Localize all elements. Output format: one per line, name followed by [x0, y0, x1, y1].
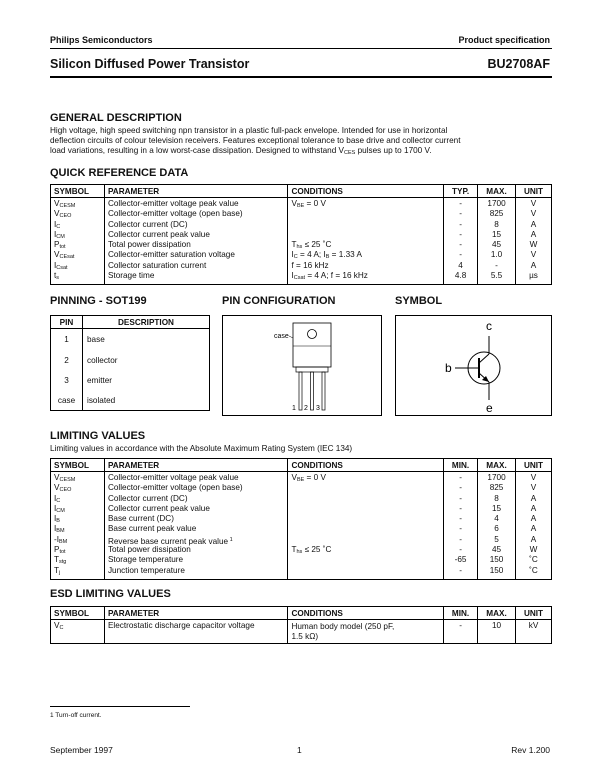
parameter-cell: Electrostatic discharge capacitor voltage — [104, 620, 288, 644]
typ-cell: 4 — [444, 262, 478, 272]
unit-cell: V — [516, 210, 552, 220]
limiting-values-intro: Limiting values in accordance with the Absolute Maximum Rating System (IEC 134) — [50, 444, 353, 453]
column-header: CONDITIONS — [288, 607, 444, 620]
product-title: Silicon Diffused Power Transistor — [50, 57, 250, 71]
conditions-cell — [288, 567, 444, 580]
quick-reference-table — [50, 184, 552, 285]
symbol-cell: Tj — [51, 567, 105, 580]
max-cell: 8 — [478, 221, 516, 231]
column-header: MAX. — [478, 607, 516, 620]
max-cell: 825 — [478, 210, 516, 220]
symbol-cell: ICsat — [51, 262, 105, 272]
transistor-symbol-box — [395, 315, 552, 416]
pin-row — [51, 371, 210, 391]
symbol-cell: VCEO — [51, 484, 105, 494]
pin-label-2: 2 — [304, 405, 308, 412]
pin-row — [51, 351, 210, 371]
conditions-cell — [288, 221, 444, 231]
pin-configuration-diagram — [222, 315, 382, 416]
symbol-cell: IBM — [51, 525, 105, 535]
symbol-cell: IC — [51, 495, 105, 505]
part-number: BU2708AF — [487, 57, 550, 71]
max-cell: 8 — [478, 495, 516, 505]
min-cell: - — [444, 525, 478, 535]
table-row — [51, 567, 552, 580]
title-rule — [50, 76, 552, 78]
column-header: CONDITIONS — [288, 459, 444, 472]
parameter-cell: Storage time — [104, 272, 288, 285]
table-row — [51, 272, 552, 285]
parameter-cell: Base current peak value — [104, 525, 288, 535]
pin-number: 3 — [51, 371, 83, 391]
conditions-cell: f = 16 kHz — [288, 262, 444, 272]
unit-cell: A — [516, 495, 552, 505]
unit-cell: ˚C — [516, 556, 552, 566]
package-base — [296, 367, 328, 372]
column-header: MIN. — [444, 607, 478, 620]
quick-reference-heading: QUICK REFERENCE DATA — [50, 167, 189, 179]
column-header: UNIT — [516, 459, 552, 472]
max-cell: 15 — [478, 505, 516, 515]
header-rule — [50, 48, 552, 49]
min-cell: - — [444, 536, 478, 546]
conditions-cell — [288, 556, 444, 566]
symbol-cell: VCESM — [51, 472, 105, 485]
pin-number: 2 — [51, 351, 83, 371]
table-row — [51, 620, 552, 644]
min-cell: - — [444, 620, 478, 644]
unit-cell: W — [516, 546, 552, 556]
parameter-cell: Collector-emitter voltage peak value — [104, 198, 288, 211]
symbol-cell: VCEsat — [51, 251, 105, 261]
column-header: TYP. — [444, 185, 478, 198]
unit-cell: V — [516, 484, 552, 494]
column-header: MIN. — [444, 459, 478, 472]
collector-arm — [479, 354, 489, 363]
conditions-cell: ICsat = 4 A; f = 16 kHz — [288, 272, 444, 285]
footnote-rule — [50, 706, 190, 707]
column-header: PARAMETER — [104, 185, 288, 198]
min-cell: - — [444, 495, 478, 505]
min-cell: - — [444, 484, 478, 494]
parameter-cell: Total power dissipation — [104, 546, 288, 556]
symbol-cell: -IBM — [51, 536, 105, 546]
max-cell: 5.5 — [478, 272, 516, 285]
min-cell: - — [444, 546, 478, 556]
lead-2 — [311, 372, 314, 410]
pin-description: emitter — [83, 371, 210, 391]
typ-cell: - — [444, 251, 478, 261]
unit-cell: A — [516, 525, 552, 535]
unit-cell: A — [516, 515, 552, 525]
pinning-table — [50, 315, 210, 411]
symbol-cell: VC — [51, 620, 105, 644]
unit-cell: A — [516, 231, 552, 241]
column-header: PARAMETER — [104, 459, 288, 472]
conditions-cell: Ths ≤ 25 ˚C — [288, 241, 444, 251]
conditions-cell: IC = 4 A; IB = 1.33 A — [288, 251, 444, 261]
footer-revision: Rev 1.200 — [511, 745, 550, 755]
conditions-cell — [288, 515, 444, 525]
emitter-label: e — [486, 401, 493, 415]
parameter-cell: Collector-emitter saturation voltage — [104, 251, 288, 261]
typ-cell: 4.8 — [444, 272, 478, 285]
parameter-cell: Total power dissipation — [104, 241, 288, 251]
collector-label: c — [486, 319, 492, 333]
min-cell: -65 — [444, 556, 478, 566]
unit-cell: A — [516, 505, 552, 515]
pin-description: isolated — [83, 391, 210, 411]
conditions-cell: VBE = 0 V — [288, 472, 444, 485]
unit-cell: A — [516, 536, 552, 546]
company-name: Philips Semiconductors — [50, 35, 153, 45]
lead-1 — [299, 372, 302, 410]
footnote: 1 Turn-off current. — [50, 712, 102, 719]
pin-row — [51, 329, 210, 351]
conditions-cell — [288, 525, 444, 535]
typ-cell: - — [444, 198, 478, 211]
pin-header: PIN — [51, 316, 83, 329]
parameter-cell: Collector-emitter voltage (open base) — [104, 484, 288, 494]
symbol-heading: SYMBOL — [395, 295, 443, 307]
unit-cell: V — [516, 251, 552, 261]
mounting-hole — [308, 330, 317, 339]
parameter-cell: Collector saturation current — [104, 262, 288, 272]
conditions-cell: Human body model (250 pF, 1.5 kΩ) — [288, 620, 444, 644]
parameter-cell: Collector current (DC) — [104, 221, 288, 231]
symbol-cell: IC — [51, 221, 105, 231]
esd-heading: ESD LIMITING VALUES — [50, 588, 171, 600]
max-cell: 5 — [478, 536, 516, 546]
conditions-cell — [288, 210, 444, 220]
parameter-cell: Junction temperature — [104, 567, 288, 580]
general-description-heading: GENERAL DESCRIPTION — [50, 112, 182, 124]
conditions-cell — [288, 505, 444, 515]
symbol-cell: ts — [51, 272, 105, 285]
lead-3 — [322, 372, 325, 410]
symbol-cell: ICM — [51, 505, 105, 515]
min-cell: - — [444, 472, 478, 485]
conditions-cell — [288, 484, 444, 494]
unit-cell: V — [516, 472, 552, 485]
column-header: MAX. — [478, 459, 516, 472]
max-cell: 6 — [478, 525, 516, 535]
typ-cell: - — [444, 231, 478, 241]
symbol-cell: Ptot — [51, 241, 105, 251]
conditions-cell: Ths ≤ 25 ˚C — [288, 546, 444, 556]
typ-cell: - — [444, 241, 478, 251]
parameter-cell: Collector current peak value — [104, 505, 288, 515]
parameter-cell: Base current (DC) — [104, 515, 288, 525]
footer-date: September 1997 — [50, 745, 113, 755]
column-header: SYMBOL — [51, 459, 105, 472]
column-header: SYMBOL — [51, 185, 105, 198]
column-header: SYMBOL — [51, 607, 105, 620]
max-cell: 1.0 — [478, 251, 516, 261]
unit-cell: W — [516, 241, 552, 251]
parameter-cell: Storage temperature — [104, 556, 288, 566]
footer-page-number: 1 — [297, 745, 302, 755]
table-row — [51, 525, 552, 535]
max-cell: 150 — [478, 567, 516, 580]
parameter-cell: Reverse base current peak value $^1$ — [104, 536, 288, 546]
pin-description: base — [83, 329, 210, 351]
min-cell: - — [444, 515, 478, 525]
pin-label-3: 3 — [316, 405, 320, 412]
column-header: UNIT — [516, 185, 552, 198]
typ-cell: - — [444, 221, 478, 231]
column-header: MAX. — [478, 185, 516, 198]
document-type: Product specification — [458, 35, 550, 45]
unit-cell: A — [516, 262, 552, 272]
symbol-cell: VCESM — [51, 198, 105, 211]
case-label: case — [274, 333, 289, 340]
symbol-cell: IB — [51, 515, 105, 525]
unit-cell: kV — [516, 620, 552, 644]
package-drawing — [223, 316, 381, 415]
description-header: DESCRIPTION — [83, 316, 210, 329]
min-cell: - — [444, 505, 478, 515]
parameter-cell: Collector-emitter voltage peak value — [104, 472, 288, 485]
limiting-values-table — [50, 458, 552, 580]
pin-number: 1 — [51, 329, 83, 351]
pinning-heading: PINNING - SOT199 — [50, 295, 147, 307]
pin-description: collector — [83, 351, 210, 371]
pin-row — [51, 391, 210, 411]
max-cell: 4 — [478, 515, 516, 525]
max-cell: 10 — [478, 620, 516, 644]
column-header: UNIT — [516, 607, 552, 620]
parameter-cell: Collector-emitter voltage (open base) — [104, 210, 288, 220]
max-cell: 1700 — [478, 472, 516, 485]
symbol-cell: VCEO — [51, 210, 105, 220]
limiting-values-heading: LIMITING VALUES — [50, 430, 146, 442]
unit-cell: ˚C — [516, 567, 552, 580]
column-header: PARAMETER — [104, 607, 288, 620]
base-label: b — [445, 361, 452, 375]
max-cell: 825 — [478, 484, 516, 494]
pin-configuration-heading: PIN CONFIGURATION — [222, 295, 336, 307]
conditions-cell — [288, 495, 444, 505]
symbol-cell: Ptot — [51, 546, 105, 556]
esd-table — [50, 606, 552, 644]
parameter-cell: Collector current peak value — [104, 231, 288, 241]
symbol-cell: ICM — [51, 231, 105, 241]
general-description-text: High voltage, high speed switching npn transistor in a plastic full-pack envelope. Intended for use in horizontal deflection circuits of colour television receivers. Features exceptional tolerance to base drive and collector current load variations, resulting in a low worst-case dissipation. Designed to withstand VCES pulses up to 1700 V. — [50, 126, 461, 156]
max-cell: 1700 — [478, 198, 516, 211]
pin-number: case — [51, 391, 83, 411]
typ-cell: - — [444, 210, 478, 220]
max-cell: - — [478, 262, 516, 272]
column-header: CONDITIONS — [288, 185, 444, 198]
min-cell: - — [444, 567, 478, 580]
conditions-cell: VBE = 0 V — [288, 198, 444, 211]
parameter-cell: Collector current (DC) — [104, 495, 288, 505]
npn-transistor-symbol — [396, 316, 551, 415]
max-cell: 45 — [478, 546, 516, 556]
unit-cell: V — [516, 198, 552, 211]
unit-cell: µs — [516, 272, 552, 285]
symbol-cell: Tstg — [51, 556, 105, 566]
max-cell: 45 — [478, 241, 516, 251]
max-cell: 15 — [478, 231, 516, 241]
pin-label-1: 1 — [292, 405, 296, 412]
unit-cell: A — [516, 221, 552, 231]
max-cell: 150 — [478, 556, 516, 566]
